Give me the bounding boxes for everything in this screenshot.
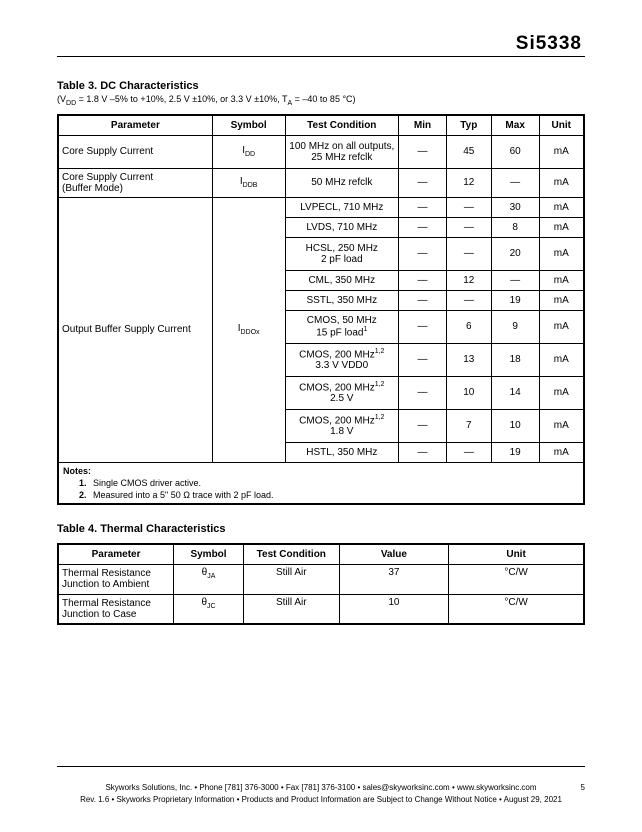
- header-cell: Parameter: [58, 115, 212, 135]
- max-cell: 8: [491, 217, 539, 237]
- header-cell: Value: [339, 544, 449, 564]
- footer-revision-line: Rev. 1.6 • Skyworks Proprietary Information • Products and Product Information are Subject to Change Without Notice • August 29, 2021: [80, 795, 562, 804]
- value-cell: 10: [339, 594, 449, 624]
- note-item: 1. Single CMOS driver active.: [79, 477, 202, 488]
- condition-cell: 100 MHz on all outputs, 25 MHz refclk: [285, 135, 399, 168]
- condition-cell: Still Air: [243, 564, 339, 594]
- condition-cell: CMOS, 50 MHz 15 pF load$^1$: [285, 310, 399, 343]
- typ-cell: 13: [446, 343, 491, 376]
- notes-cell: [58, 462, 584, 504]
- min-cell: —: [399, 237, 447, 270]
- table-row: [58, 135, 584, 168]
- notes-title: Notes:: [63, 465, 92, 476]
- unit-cell: mA: [539, 376, 584, 409]
- min-cell: —: [399, 376, 447, 409]
- max-cell: 14: [491, 376, 539, 409]
- unit-cell: mA: [539, 168, 584, 197]
- min-cell: —: [399, 409, 447, 442]
- symbol-cell: $I_{DDOx}$: [212, 197, 285, 462]
- unit-cell: mA: [539, 343, 584, 376]
- table-row: [58, 168, 584, 197]
- part-number-header: Si5338: [515, 33, 582, 54]
- page-number: 5: [580, 783, 585, 792]
- condition-cell: HCSL, 250 MHz 2 pF load: [285, 237, 399, 270]
- param-cell: Core Supply Current (Buffer Mode): [58, 168, 212, 197]
- unit-cell: mA: [539, 270, 584, 290]
- max-cell: —: [491, 270, 539, 290]
- param-cell: Output Buffer Supply Current: [58, 197, 212, 462]
- dc-characteristics-table: [57, 114, 585, 505]
- condition-cell: CML, 350 MHz: [285, 270, 399, 290]
- min-cell: —: [399, 310, 447, 343]
- param-cell: Thermal Resistance Junction to Ambient: [58, 564, 174, 594]
- symbol-cell: $I_{DDB}$: [212, 168, 285, 197]
- unit-cell: °C/W: [449, 564, 584, 594]
- header-cell: Symbol: [212, 115, 285, 135]
- table-header-row: [58, 544, 584, 564]
- condition-cell: CMOS, 200 MHz$^{1,2}$ 1.8 V: [285, 409, 399, 442]
- note-item: 2. Measured into a 5" 50 Ω trace with 2 pF load.: [79, 489, 274, 500]
- typ-cell: 12: [446, 270, 491, 290]
- typ-cell: —: [446, 217, 491, 237]
- table3-conditions: ($V_{DD} = 1.8$ V –5% to +10%, 2.5 V ±10%, or 3.3 V ±10%, $T_A = -40$ to 85 °C): [57, 94, 356, 107]
- footer-contact-line: Skyworks Solutions, Inc. • Phone [781] 376-3000 • Fax [781] 376-3100 • sales@skyworksinc.com • www.skyworksinc.com: [105, 783, 537, 792]
- condition-cell: LVDS, 710 MHz: [285, 217, 399, 237]
- table3-title: Table 3. DC Characteristics: [57, 80, 199, 92]
- table-row: [58, 197, 584, 217]
- footer-rule: [57, 766, 585, 767]
- symbol-cell: $\theta_{JC}$: [174, 594, 244, 624]
- max-cell: 18: [491, 343, 539, 376]
- unit-cell: mA: [539, 310, 584, 343]
- typ-cell: —: [446, 237, 491, 270]
- unit-cell: mA: [539, 290, 584, 310]
- unit-cell: mA: [539, 409, 584, 442]
- unit-cell: mA: [539, 237, 584, 270]
- min-cell: —: [399, 343, 447, 376]
- typ-cell: 7: [446, 409, 491, 442]
- header-cell: Test Condition: [285, 115, 399, 135]
- param-cell: Thermal Resistance Junction to Case: [58, 594, 174, 624]
- typ-cell: 6: [446, 310, 491, 343]
- header-rule: [57, 56, 585, 57]
- min-cell: —: [399, 217, 447, 237]
- max-cell: 19: [491, 442, 539, 462]
- header-cell: Typ: [446, 115, 491, 135]
- symbol-cell: $I_{DD}$: [212, 135, 285, 168]
- unit-cell: mA: [539, 217, 584, 237]
- min-cell: —: [399, 442, 447, 462]
- condition-cell: CMOS, 200 MHz$^{1,2}$ 3.3 V VDD0: [285, 343, 399, 376]
- min-cell: —: [399, 290, 447, 310]
- condition-cell: HSTL, 350 MHz: [285, 442, 399, 462]
- header-cell: Test Condition: [243, 544, 339, 564]
- table-header-row: [58, 115, 584, 135]
- unit-cell: °C/W: [449, 594, 584, 624]
- header-cell: Unit: [539, 115, 584, 135]
- value-cell: 37: [339, 564, 449, 594]
- min-cell: —: [399, 270, 447, 290]
- header-cell: Max: [491, 115, 539, 135]
- table-row: [58, 594, 584, 624]
- header-cell: Symbol: [174, 544, 244, 564]
- table-row: [58, 564, 584, 594]
- header-cell: Unit: [449, 544, 584, 564]
- max-cell: —: [491, 168, 539, 197]
- max-cell: 10: [491, 409, 539, 442]
- min-cell: —: [399, 168, 447, 197]
- max-cell: 60: [491, 135, 539, 168]
- typ-cell: —: [446, 197, 491, 217]
- min-cell: —: [399, 135, 447, 168]
- param-cell: Core Supply Current: [58, 135, 212, 168]
- unit-cell: mA: [539, 135, 584, 168]
- condition-cell: LVPECL, 710 MHz: [285, 197, 399, 217]
- thermal-characteristics-table: [57, 543, 585, 625]
- header-cell: Min: [399, 115, 447, 135]
- condition-cell: SSTL, 350 MHz: [285, 290, 399, 310]
- max-cell: 19: [491, 290, 539, 310]
- min-cell: —: [399, 197, 447, 217]
- typ-cell: 10: [446, 376, 491, 409]
- header-cell: Parameter: [58, 544, 174, 564]
- typ-cell: —: [446, 442, 491, 462]
- max-cell: 20: [491, 237, 539, 270]
- unit-cell: mA: [539, 442, 584, 462]
- table4-title: Table 4. Thermal Characteristics: [57, 523, 226, 535]
- notes-row: [58, 462, 584, 504]
- max-cell: 9: [491, 310, 539, 343]
- typ-cell: 45: [446, 135, 491, 168]
- typ-cell: 12: [446, 168, 491, 197]
- max-cell: 30: [491, 197, 539, 217]
- condition-cell: Still Air: [243, 594, 339, 624]
- unit-cell: mA: [539, 197, 584, 217]
- symbol-cell: $\theta_{JA}$: [174, 564, 244, 594]
- typ-cell: —: [446, 290, 491, 310]
- condition-cell: CMOS, 200 MHz$^{1,2}$ 2.5 V: [285, 376, 399, 409]
- condition-cell: 50 MHz refclk: [285, 168, 399, 197]
